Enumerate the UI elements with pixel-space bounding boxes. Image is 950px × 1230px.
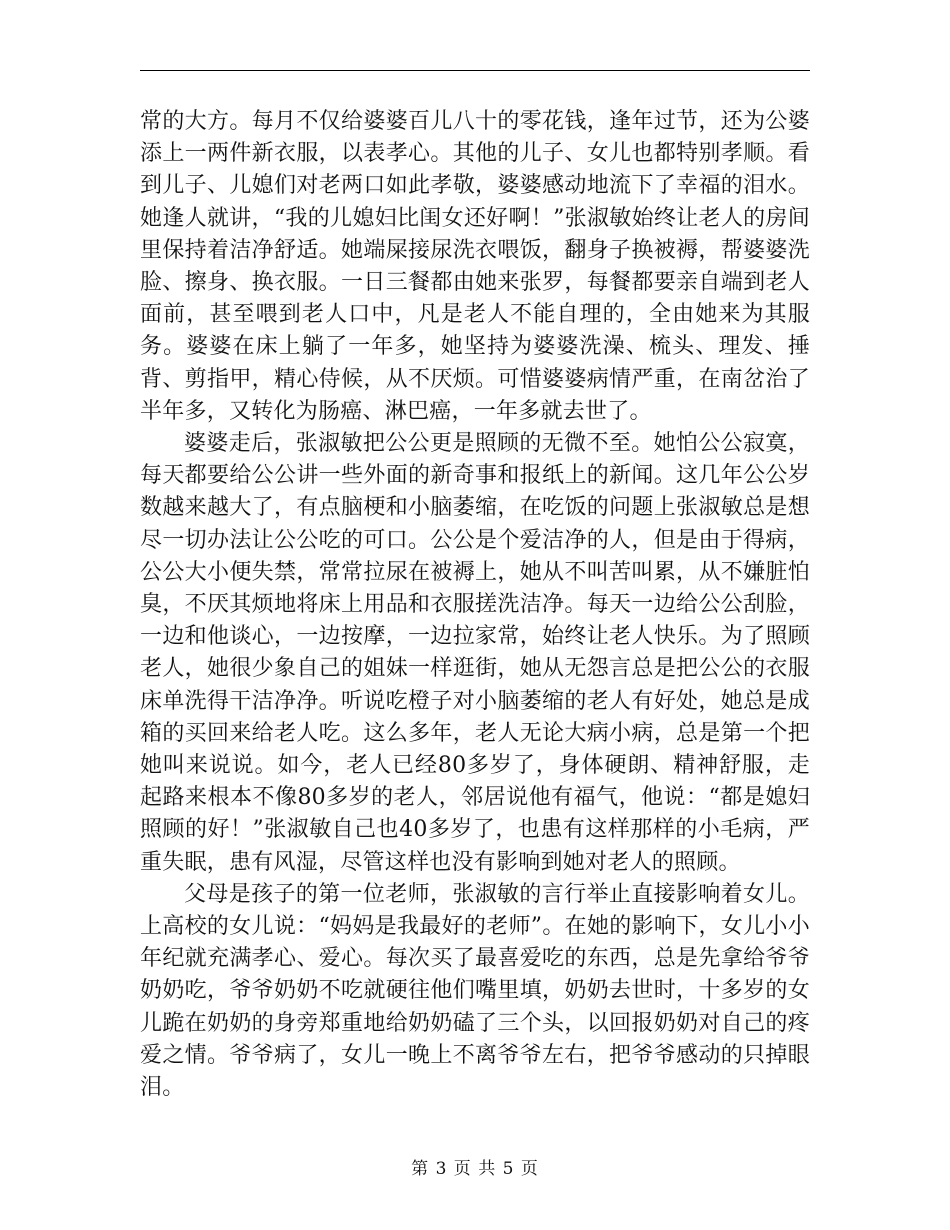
page-footer	[0, 1154, 950, 1179]
paragraph-1: 常的大方。每月不仅给婆婆百儿八十的零花钱，逢年过节，还为公婆添上一两件新衣服，以表孝心。其他的儿子、女儿也都特别孝顺。看到儿子、儿媳们对老两口如此孝敬，婆婆感动地流下了幸福的泪水。她逢人就讲，“我的儿媳妇比闺女还好啊！”张淑敏始终让老人的房间里保持着洁净舒适。她端屎接尿洗衣喂饭，翻身子换被褥，帮婆婆洗脸、擦身、换衣服。一日三餐都由她来张罗，每餐都要亲自端到老人面前，甚至喂到老人口中，凡是老人不能自理的，全由她来为其服务。婆婆在床上躺了一年多，她坚持为婆婆洗澡、梳头、理发、捶背、剪指甲，精心侍候，从不厌烦。可惜婆婆病情严重，在南岔治了半年多，又转化为肠癌、淋巴癌，一年多就去世了。	[140, 109, 810, 424]
page-number: 第 3 页 共 5 页	[411, 1159, 539, 1179]
paragraph-2: 婆婆走后，张淑敏把公公更是照顾的无微不至。她怕公公寂寞，每天都要给公公讲一些外面的新奇事和报纸上的新闻。这几年公公岁数越来越大了，有点脑梗和小脑萎缩，在吃饭的问题上张淑敏总是想尽一切办法让公公吃的可口。公公是个爱洁净的人，但是由于得病，公公大小便失禁，常常拉尿在被褥上，她从不叫苦叫累，从不嫌脏怕臭，不厌其烦地将床上用品和衣服搓洗洁净。每天一边给公公刮脸，一边和他谈心，一边按摩，一边拉家常，始终让老人快乐。为了照顾老人，她很少象自己的姐妹一样逛街，她从无怨言总是把公公的衣服床单洗得干洁净净。听说吃橙子对小脑萎缩的老人有好处，她总是成箱的买回来给老人吃。这么多年，老人无论大病小病，总是第一个把她叫来说说。如今，老人已经80多岁了，身体硬朗、精神舒服，走起路来根本不像80多岁的老人，邻居说他有福气，他说：“都是媳妇照顾的好！”张淑敏自己也40多岁了，也患有这样那样的小毛病，严重失眠，患有风湿，尽管这样也没有影响到她对老人的照顾。	[140, 431, 810, 875]
header-rule	[140, 70, 810, 71]
document-body	[140, 106, 810, 1104]
paragraph-3: 父母是孩子的第一位老师，张淑敏的言行举止直接影响着女儿。上高校的女儿说：“妈妈是我最好的老师”。在她的影响下，女儿小小年纪就充满孝心、爱心。每次买了最喜爱吃的东西，总是先拿给爷爷奶奶吃，爷爷奶奶不吃就硬往他们嘴里填，奶奶去世时，十多岁的女儿跪在奶奶的身旁郑重地给奶奶磕了三个头，以回报奶奶对自己的疼爱之情。爷爷病了，女儿一晚上不离爷爷左右，把爷爷感动的只掉眼泪。	[140, 881, 810, 1101]
